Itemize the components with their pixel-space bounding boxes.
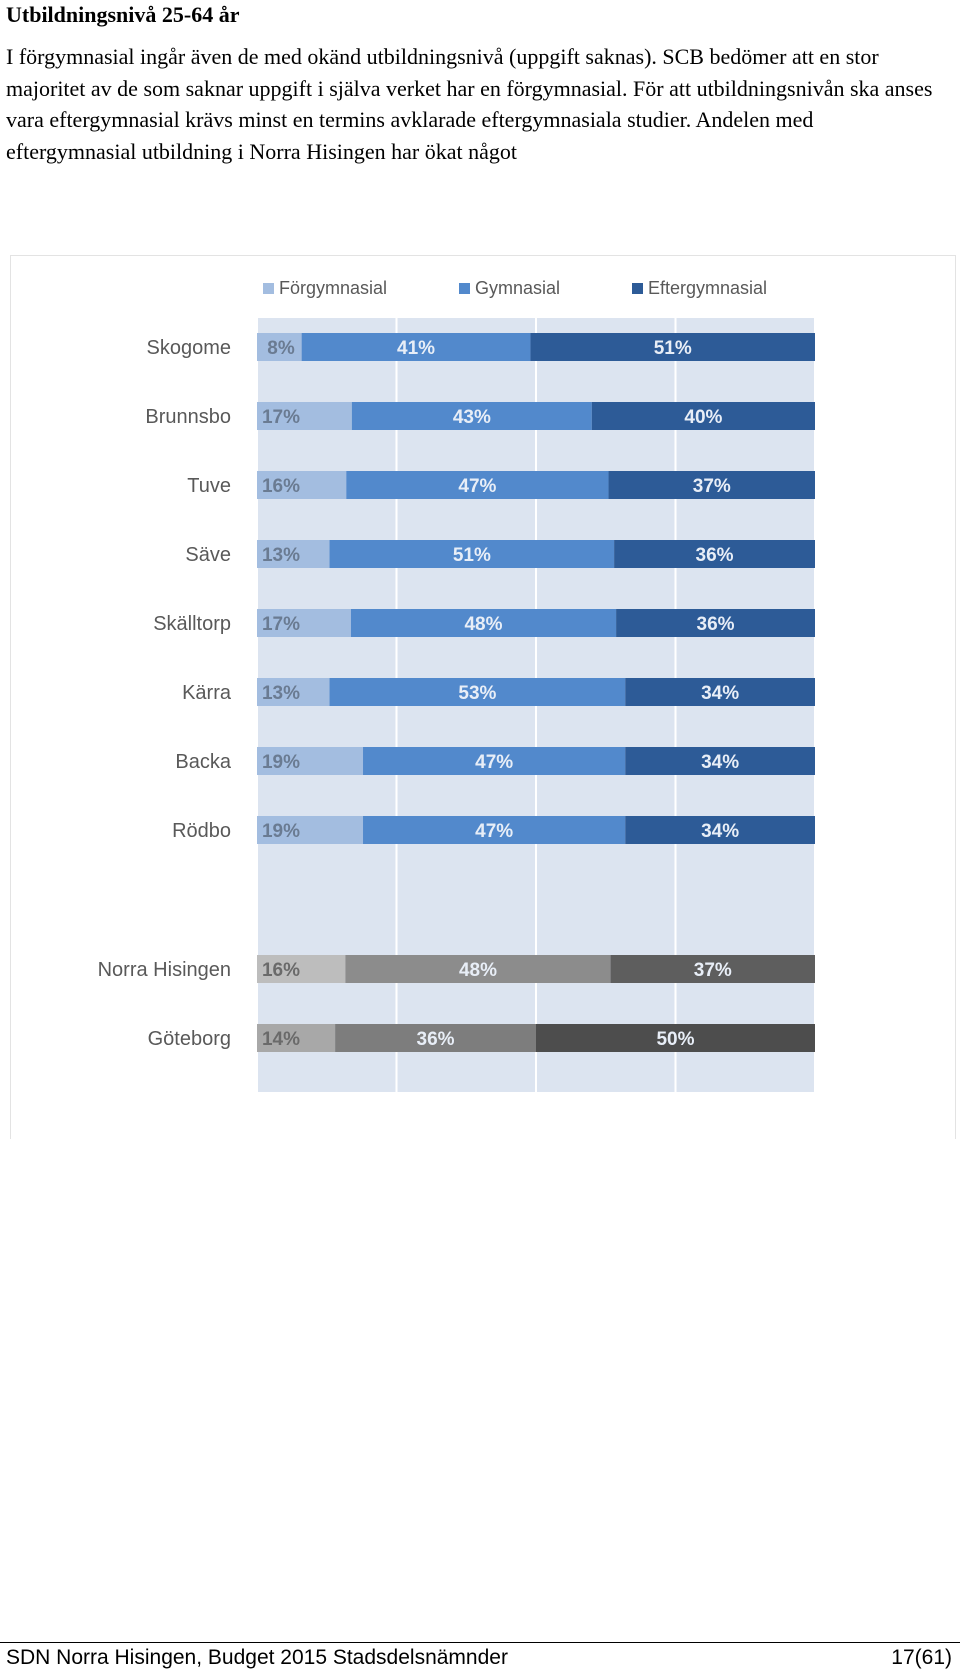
section-heading: Utbildningsnivå 25-64 år: [6, 2, 240, 27]
category-label-skogome: Skogome: [146, 337, 231, 359]
data-label-rodbo-eftergymnasial: 34%: [701, 821, 740, 842]
data-label-goteborg-eftergymnasial: 50%: [656, 1029, 695, 1050]
category-label-norra-hisingen: Norra Hisingen: [97, 959, 231, 981]
data-label-brunnsbo-gymnasial: 43%: [452, 407, 491, 428]
data-label-save-eftergymnasial: 36%: [695, 545, 734, 566]
data-label-save-gymnasial: 51%: [452, 545, 491, 566]
data-label-norra-hisingen-gymnasial: 48%: [458, 960, 498, 981]
chart-category-labels: [98, 337, 232, 1050]
data-label-brunnsbo-forgymnasial: 17%: [261, 407, 301, 428]
data-label-tuve-gymnasial: 47%: [458, 476, 497, 497]
legend-swatch-gymnasial: [459, 283, 470, 294]
data-label-karra-eftergymnasial: 34%: [701, 683, 740, 704]
data-label-rodbo-forgymnasial: 19%: [261, 821, 301, 842]
category-label-backa: Backa: [175, 751, 231, 773]
category-label-tuve: Tuve: [187, 475, 231, 497]
category-label-save: Säve: [185, 544, 231, 566]
data-label-backa-forgymnasial: 19%: [261, 752, 301, 773]
category-label-goteborg: Göteborg: [147, 1028, 231, 1050]
legend-label-forgymnasial: Förgymnasial: [279, 278, 388, 298]
data-label-goteborg-gymnasial: 36%: [416, 1029, 455, 1050]
legend-label-eftergymnasial: Eftergymnasial: [648, 278, 768, 298]
intro-paragraph: I förgymnasial ingår även de med okänd utbildningsnivå (uppgift saknas). SCB bedömer att en stor majoritet av de som saknar uppgift i själva verket har en förgymnasial. För att utbildningsnivån ska anses vara eftergymnasial krävs minst en termins avklarade eftergymnasiala studier. Andelen med eftergymnasial utbildning i Norra Hisingen har ökat något: [6, 44, 933, 164]
data-label-brunnsbo-eftergymnasial: 40%: [684, 407, 723, 428]
category-label-skalltorp: Skälltorp: [153, 613, 231, 635]
data-label-skogome-gymnasial: 41%: [397, 338, 436, 359]
data-label-tuve-eftergymnasial: 37%: [692, 476, 731, 497]
chart-svg: [11, 256, 955, 1139]
footer-divider: [0, 1642, 960, 1643]
legend-swatch-forgymnasial: [263, 283, 274, 294]
category-label-karra: Kärra: [182, 682, 231, 704]
data-label-skalltorp-gymnasial: 48%: [464, 614, 503, 635]
data-label-tuve-forgymnasial: 16%: [261, 476, 301, 497]
data-label-norra-hisingen-forgymnasial: 16%: [261, 960, 301, 981]
data-label-goteborg-forgymnasial: 14%: [261, 1029, 301, 1050]
category-label-brunnsbo: Brunnsbo: [145, 406, 231, 428]
footer-document-title: SDN Norra Hisingen, Budget 2015 Stadsdelsnämnder: [6, 1646, 508, 1669]
legend-label-gymnasial: Gymnasial: [475, 278, 561, 298]
footer-page-number: 17(61): [891, 1646, 952, 1669]
data-label-backa-eftergymnasial: 34%: [701, 752, 740, 773]
data-label-skalltorp-forgymnasial: 17%: [261, 614, 301, 635]
category-label-rodbo: Rödbo: [172, 820, 231, 842]
legend-swatch-eftergymnasial: [632, 283, 643, 294]
data-label-norra-hisingen-eftergymnasial: 37%: [693, 960, 732, 981]
data-label-skalltorp-eftergymnasial: 36%: [696, 614, 735, 635]
data-label-skogome-forgymnasial: 8%: [267, 338, 295, 359]
data-label-karra-forgymnasial: 13%: [261, 683, 301, 704]
chart-legend: [263, 278, 767, 298]
education-chart: [10, 255, 956, 1139]
data-label-save-forgymnasial: 13%: [261, 545, 301, 566]
data-label-skogome-eftergymnasial: 51%: [653, 338, 692, 359]
data-label-backa-gymnasial: 47%: [475, 752, 514, 773]
data-label-rodbo-gymnasial: 47%: [475, 821, 514, 842]
data-label-karra-gymnasial: 53%: [458, 683, 497, 704]
